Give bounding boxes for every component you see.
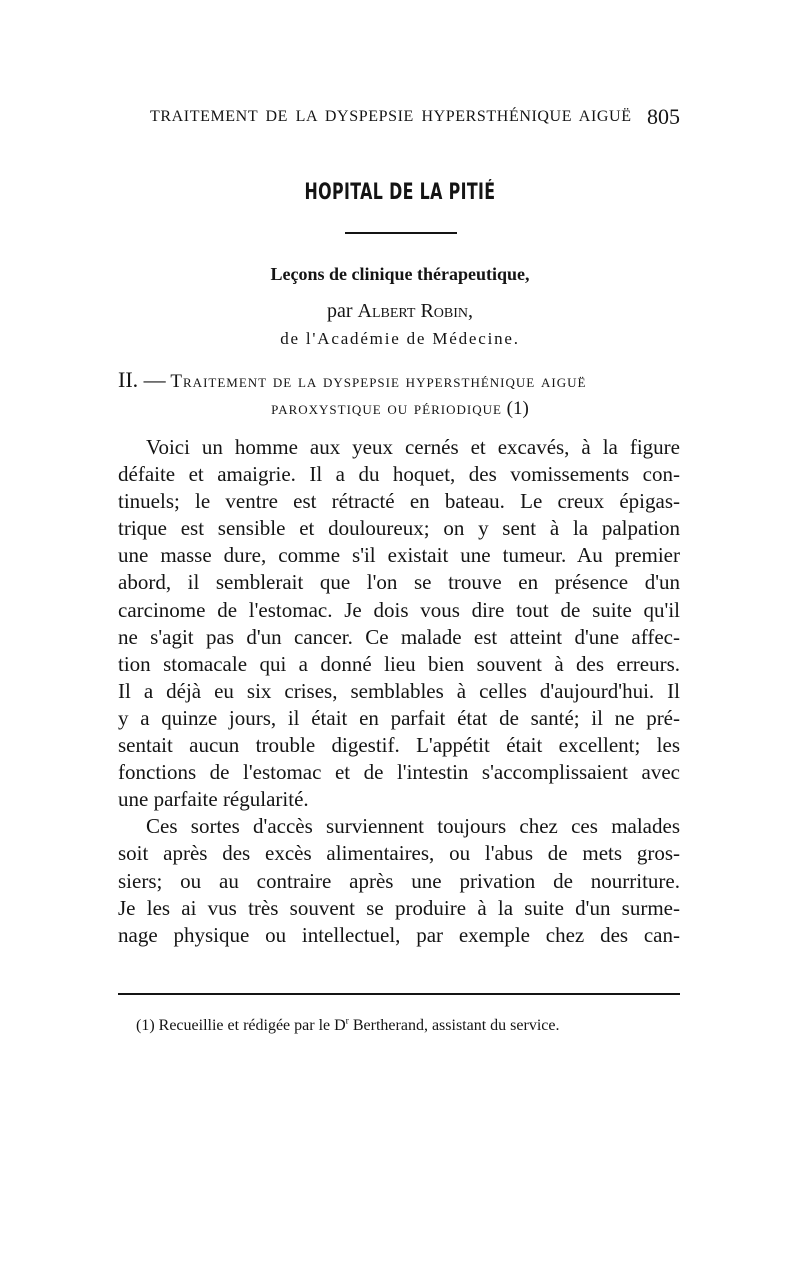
- title-rule: [345, 232, 457, 234]
- body-line: tinuels; le ventre est rétracté en bateau. Le creux épigas-: [118, 489, 680, 514]
- body-line: nage physique ou intellectuel, par exemple chez des can-: [118, 922, 680, 947]
- body-line: une masse dure, comme s'il existait une tumeur. Au premier: [118, 543, 680, 568]
- author-affiliation: de l'Académie de Médecine.: [280, 329, 520, 348]
- body-line: trique est sensible et douloureux; on y sent à la palpation: [118, 516, 680, 541]
- body-line: Il a déjà eu six crises, semblables à celles d'aujourd'hui. Il: [118, 678, 680, 703]
- body-line: Je les ai vus très souvent se produire à la suite d'un surme-: [118, 895, 680, 920]
- body-line: fonctions de l'estomac et de l'intestin s'accomplissaient avec: [118, 760, 680, 785]
- body-line: défaite et amaigrie. Il a du hoquet, des vomissements con-: [118, 462, 680, 487]
- section-heading-continued: [0, 398, 800, 420]
- section-title-line-2: paroxystique ou périodique: [271, 398, 502, 419]
- body-line: siers; ou au contraire après une privation de nourriture.: [118, 868, 680, 893]
- body-line: ne s'agit pas d'un cancer. Ce malade est atteint d'une affec-: [118, 624, 680, 649]
- section-title-line-1: Traitement de la dyspepsie hypersthénique aiguë: [170, 371, 587, 392]
- hospital-title: HOPITAL DE LA PITIÉ: [304, 180, 496, 205]
- body-line: carcinome de l'estomac. Je dois vous dire tout de suite qu'il: [118, 597, 680, 622]
- footnote-text: Recueillie et rédigée par le D: [158, 1017, 346, 1034]
- body-line: sentait aucun trouble digestif. L'appétit était excellent; les: [118, 733, 680, 758]
- body-line: Ces sortes d'accès surviennent toujours chez ces malades: [146, 814, 680, 839]
- author-name: Albert Robin,: [357, 300, 474, 322]
- lecture-series-title: Leçons de clinique thérapeutique,: [270, 264, 530, 284]
- section-numeral: II. —: [118, 367, 166, 392]
- body-line: abord, il semblerait que l'on se trouve en présence d'un: [118, 570, 680, 595]
- section-heading: [118, 367, 680, 393]
- body-line: y a quinze jours, il était en parfait état de santé; il ne pré-: [118, 705, 680, 730]
- body-line: une parfaite régularité.: [118, 787, 309, 812]
- author-prefix: par: [326, 300, 353, 322]
- body-line: soit après des excès alimentaires, ou l'abus de mets gros-: [118, 841, 680, 866]
- body-line: tion stomacale qui a donné lieu bien souvent à des erreurs.: [118, 651, 680, 676]
- footnote-rule: [118, 993, 680, 995]
- author-line: [0, 300, 800, 323]
- footnote-text-end: Bertherand, assistant du service.: [348, 1017, 560, 1034]
- body-line: Voici un homme aux yeux cernés et excavés, à la figure: [146, 435, 680, 459]
- footnote-marker: (1): [136, 1017, 155, 1034]
- footnote-superscript: r: [345, 1015, 349, 1027]
- running-head: TRAITEMENT DE LA DYSPEPSIE HYPERSTHÉNIQUE AIGUË: [150, 108, 632, 125]
- page-number: 805: [647, 104, 680, 129]
- body-text: [118, 434, 680, 949]
- footnote-reference: (1): [506, 398, 529, 419]
- footnote: [136, 1017, 696, 1035]
